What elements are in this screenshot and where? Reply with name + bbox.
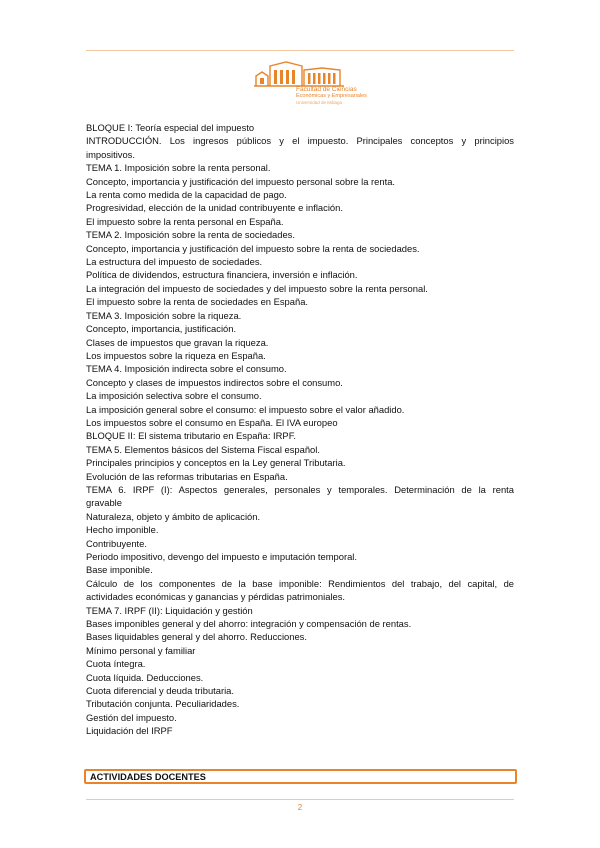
text-line: Tributación conjunta. Peculiaridades. [86,698,240,710]
text-line: La imposición selectiva sobre el consumo. [86,390,262,402]
logo-line-1: Facultad de Ciencias [296,86,357,93]
text-line: actividades económicas y ganancias y pérdidas patrimoniales. [86,591,345,603]
text-line: Gestión del impuesto. [86,711,177,723]
syllabus-content [86,121,514,738]
section-title: ACTIVIDADES DOCENTES [90,772,206,782]
text-line: impositivos. [86,148,135,160]
top-rule [86,50,514,51]
logo-line-3: Universidad de Málaga [296,100,343,105]
text-line: El impuesto sobre la renta de sociedades en España. [86,296,309,308]
text-line: Cuota diferencial y deuda tributaria. [86,685,235,697]
text-line: Principales principios y conceptos en la Ley general Tributaria. [86,457,346,469]
text-line: TEMA 6. IRPF (I): Aspectos generales, personales y temporales. Determinación de la renta [86,483,514,495]
text-line: Cálculo de los componentes de la base imponible: Rendimientos del trabajo, del capital, de [86,577,514,589]
text-line: BLOQUE II: El sistema tributario en España: IRPF. [86,430,296,442]
text-line: Los impuestos sobre el consumo en España. El IVA europeo [86,416,338,428]
text-line: INTRODUCCIÓN. Los ingresos públicos y el impuesto. Principales conceptos y principios [86,135,514,147]
text-line: Mínimo personal y familiar [86,644,196,656]
text-line: TEMA 5. Elementos básicos del Sistema Fiscal español. [86,443,320,455]
text-line: Concepto, importancia, justificación. [86,323,237,335]
text-line: Los impuestos sobre la riqueza en España. [86,349,266,361]
text-line: TEMA 2. Imposición sobre la renta de sociedades. [86,229,295,241]
text-line: TEMA 1. Imposición sobre la renta personal. [86,162,271,174]
text-line: El impuesto sobre la renta personal en España. [86,215,284,227]
text-line: TEMA 3. Imposición sobre la riqueza. [86,309,242,321]
text-line: Naturaleza, objeto y ámbito de aplicación. [86,510,261,522]
text-line: La integración del impuesto de sociedades y del impuesto sobre la renta personal. [86,282,428,294]
text-line: Periodo impositivo, devengo del impuesto e imputación temporal. [86,551,357,562]
text-line: Política de dividendos, estructura financiera, inversión e inflación. [86,269,358,281]
text-line: TEMA 7. IRPF (II): Liquidación y gestión [86,604,253,616]
text-line: Cuota líquida. Deducciones. [86,671,204,683]
text-line: Bases imponibles general y del ahorro: integración y compensación de rentas. [86,618,412,630]
text-line: Concepto, importancia y justificación del impuesto sobre la renta de sociedades. [86,242,420,254]
text-line: Contribuyente. [86,537,147,549]
section-header-actividades [84,769,517,784]
text-line: Liquidación del IRPF [86,725,173,737]
faculty-building-icon [252,58,352,88]
text-line: Evolución de las reformas tributarias en España. [86,470,288,482]
text-line: La estructura del impuesto de sociedades. [86,256,263,268]
bottom-rule [86,799,514,800]
text-line: La imposición general sobre el consumo: el impuesto sobre el valor añadido. [86,403,405,415]
text-line: BLOQUE I: Teoría especial del impuesto [86,122,255,133]
text-line: Cuota íntegra. [86,658,146,670]
text-line: Base imponible. [86,564,153,576]
text-line: TEMA 4. Imposición indirecta sobre el consumo. [86,363,287,375]
logo-line-2: Económicas y Empresariales [296,93,367,99]
text-line: Clases de impuestos que gravan la riqueza. [86,336,269,348]
text-line: gravable [86,497,122,509]
text-line: La renta como medida de la capacidad de pago. [86,189,287,201]
text-line: Hecho imponible. [86,524,159,536]
text-line: Concepto, importancia y justificación del impuesto personal sobre la renta. [86,175,396,187]
text-line: Progresividad, elección de la unidad contribuyente e inflación. [86,202,343,214]
page-number: 2 [297,803,303,812]
text-line: Concepto y clases de impuestos indirectos sobre el consumo. [86,376,343,388]
text-line: Bases liquidables general y del ahorro. Reducciones. [86,631,307,643]
faculty-logo [252,58,367,116]
